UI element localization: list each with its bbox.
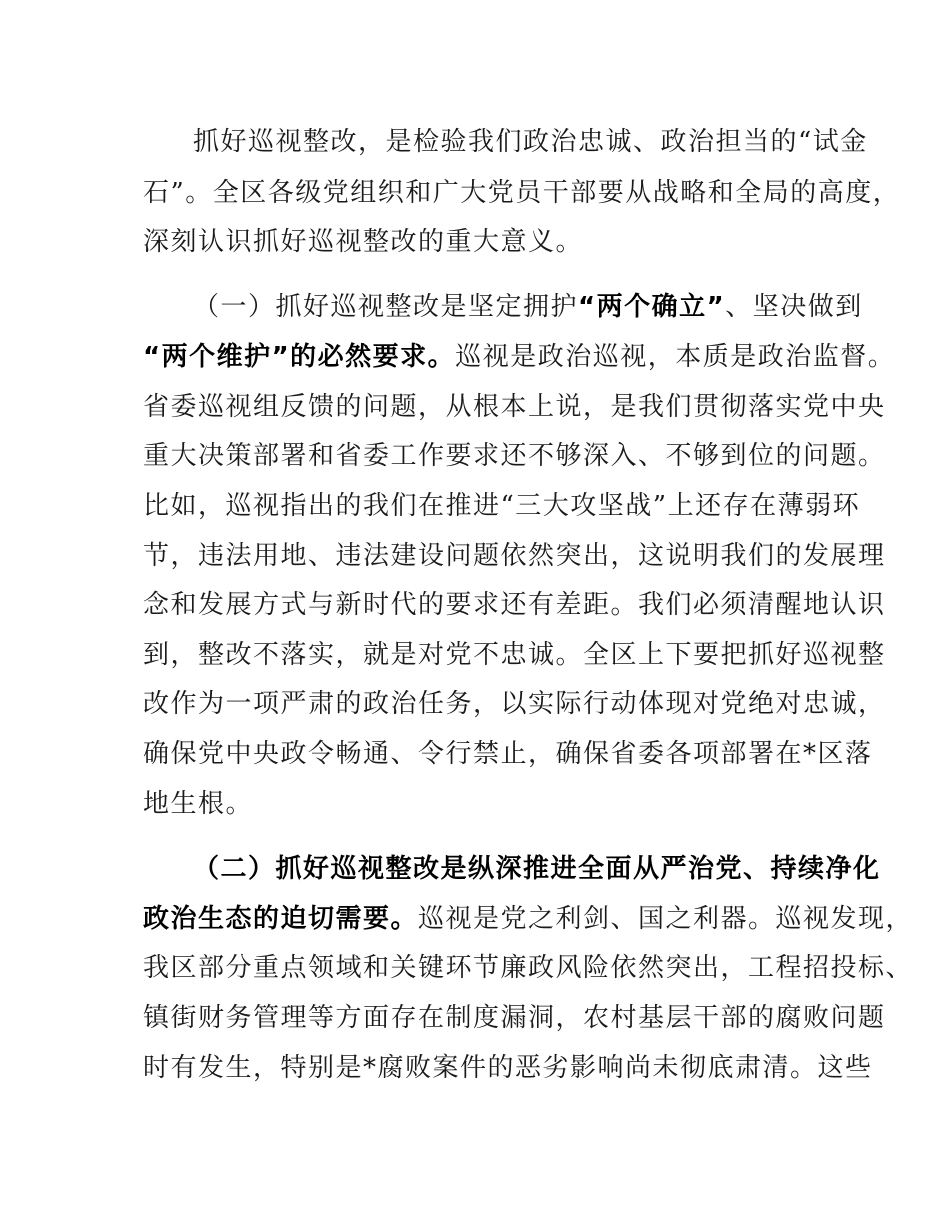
text-segment: 重大决策部署和省委工作要求还不够深入、不够到位的问题。 xyxy=(143,441,886,471)
text-line xyxy=(143,789,253,819)
section-heading-line xyxy=(193,292,863,322)
text-segment: 、坚决做到 xyxy=(725,292,863,322)
text-segment: 地生根。 xyxy=(143,789,254,819)
text-segment: 深刻认识抓好巡视整改的重大意义。 xyxy=(143,227,584,257)
text-line xyxy=(143,491,860,521)
section-heading-line xyxy=(193,854,881,884)
text-line xyxy=(143,739,873,769)
text-line xyxy=(143,953,913,983)
text-segment: 石”。全区各级党组织和广大党员干部要从战略和全局的高度， xyxy=(143,178,901,208)
text-segment: 巡视是政治巡视，本质是政治监督。 xyxy=(455,342,896,372)
emphasis-segment: 政治生态的迫切需要。 xyxy=(143,904,419,934)
text-segment: 到，整改不落实，就是对党不忠诚。全区上下要把抓好巡视整 xyxy=(143,640,886,670)
text-line xyxy=(143,441,886,471)
emphasis-segment: “两个维护”的必然要求。 xyxy=(143,342,456,372)
text-segment: 改作为一项严肃的政治任务，以实际行动体现对党绝对忠诚， xyxy=(143,689,886,719)
text-segment: 时有发生，特别是*腐败案件的恶劣影响尚未彻底肃清。这些 xyxy=(143,1053,873,1083)
text-segment: 镇街财务管理等方面存在制度漏洞，农村基层干部的腐败问题 xyxy=(143,1003,886,1033)
text-line xyxy=(143,640,886,670)
text-segment: （一）抓好巡视整改是坚定拥护 xyxy=(193,292,579,322)
text-line xyxy=(143,541,886,571)
text-segment: 念和发展方式与新时代的要求还有差距。我们必须清醒地认识 xyxy=(143,590,886,620)
text-line xyxy=(143,392,886,422)
section-heading-line xyxy=(143,342,895,372)
text-segment: 我区部分重点领域和关键环节廉政风险依然突出，工程招投标、 xyxy=(143,953,914,983)
emphasis-segment: “两个确立” xyxy=(578,292,726,322)
emphasis-segment: （二）抓好巡视整改是纵深推进全面从严治党、持续净化 xyxy=(193,854,881,884)
text-line xyxy=(143,689,886,719)
text-segment: 节，违法用地、违法建设问题依然突出，这说明我们的发展理 xyxy=(143,541,886,571)
text-line xyxy=(143,178,900,208)
text-line xyxy=(143,227,583,257)
text-segment: 确保党中央政令畅通、令行禁止，确保省委各项部署在*区落 xyxy=(143,739,873,769)
text-segment: 抓好巡视整改，是检验我们政治忠诚、政治担当的“试金 xyxy=(193,127,868,157)
section-heading-line xyxy=(143,904,913,934)
text-line xyxy=(143,590,886,620)
text-line xyxy=(193,127,868,157)
text-segment: 省委巡视组反馈的问题，从根本上说，是我们贯彻落实党中央 xyxy=(143,392,886,422)
text-line xyxy=(143,1003,886,1033)
text-line xyxy=(143,1053,873,1083)
text-segment: 巡视是党之利剑、国之利器。巡视发现， xyxy=(418,904,914,934)
text-segment: 比如，巡视指出的我们在推进“三大攻坚战”上还存在薄弱环 xyxy=(143,491,861,521)
